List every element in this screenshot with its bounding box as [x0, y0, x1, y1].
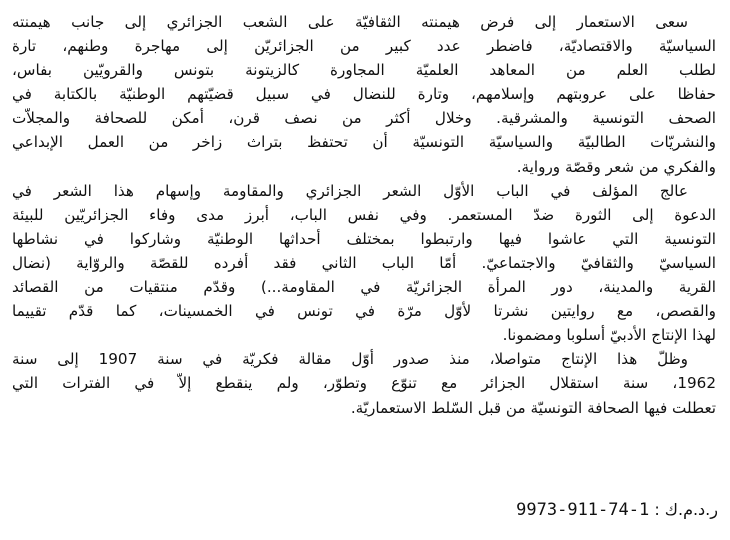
text-line: 1962، سنة استقلال الجزائر مع تنوّع وتطوّر، ولم ينقطع إلاّ في الفترات التي	[12, 374, 716, 393]
text-line: سعى الاستعمار إلى فرض هيمنته الثقافيّة على الشعب الجزائري إلى جانب هيمنته	[12, 13, 688, 31]
text-line: التونسية التي عاشوا فيها وارتبطوا بمختلف أحداثها الوطنيّة وشاركوا في نشاطها	[12, 229, 716, 248]
text-line: لطلب العلم من المعاهد العلميّة المجاورة كالزيتونة بتونس والقرويّين بفاس،	[12, 61, 716, 80]
isbn-line	[516, 500, 718, 520]
text-line: والقصص، مع روايتين نشرتا لأوّل مرّة في تونس في الخمسينات، كما قدّم تقييما	[12, 302, 716, 321]
text-line: والفكري من شعر وقصّة ورواية.	[516, 157, 716, 176]
text-line: حفاظا على عروبتهم وإسلامهم، وتارة للنضال في سبيل قضيّتهم الوطنيّة بالكتابة في	[12, 85, 716, 104]
paragraph	[12, 179, 716, 348]
text-line: السياسيّ والثقافيّ والاجتماعيّ. أمّا الباب الثاني فقد أفرده للقصّة والروّاية (نضال	[12, 253, 716, 272]
text-line: وظلّ هذا الإنتاج متواصلا، منذ صدور أوّل مقالة فكريّة في سنة 1907 إلى سنة	[12, 350, 688, 369]
paragraph	[12, 347, 716, 419]
text-line: الدعوة إلى الثورة ضدّ المستعمر. وفي نفس الباب، أبرز مدى وفاء الجزائريّين للبيئة	[12, 205, 716, 224]
paragraph	[12, 10, 716, 179]
isbn-label: ر.د.م.ك :	[654, 500, 718, 519]
text-line: لهذا الإنتاج الأدبيّ أسلوبا ومضمونا.	[502, 326, 716, 345]
text-line: القرية والمدينة، دور المرأة الجزائريّة في المقاومة...) وقدّم منتقيات من القصائد	[12, 278, 716, 297]
body-text	[12, 10, 716, 420]
text-line: عالج المؤلف في الباب الأوّل الشعر الجزائري والمقاومة وإسهام هذا الشعر في	[12, 181, 688, 200]
text-line: السياسيّة والاقتصاديّة، فاضطر عدد كبير من الجزائريّن إلى مهاجرة وطنهم، تارة	[12, 37, 716, 56]
text-line: الصحف التونسية والمشرقية. وخلال أكثر من نصف قرن، أمكن للصحافة والمجلاّت	[12, 109, 716, 128]
text-line: والنشريّات الطالبيّة والسياسيّة التونسيّة أن تحتفظ بتراث زاخر من العمل الإبداعي	[12, 133, 716, 152]
isbn-number: 9973-911-74-1	[516, 500, 650, 520]
text-line: تعطلت فيها الصحافة التونسيّة من قبل السّلط الاستعماريّة.	[350, 398, 716, 417]
